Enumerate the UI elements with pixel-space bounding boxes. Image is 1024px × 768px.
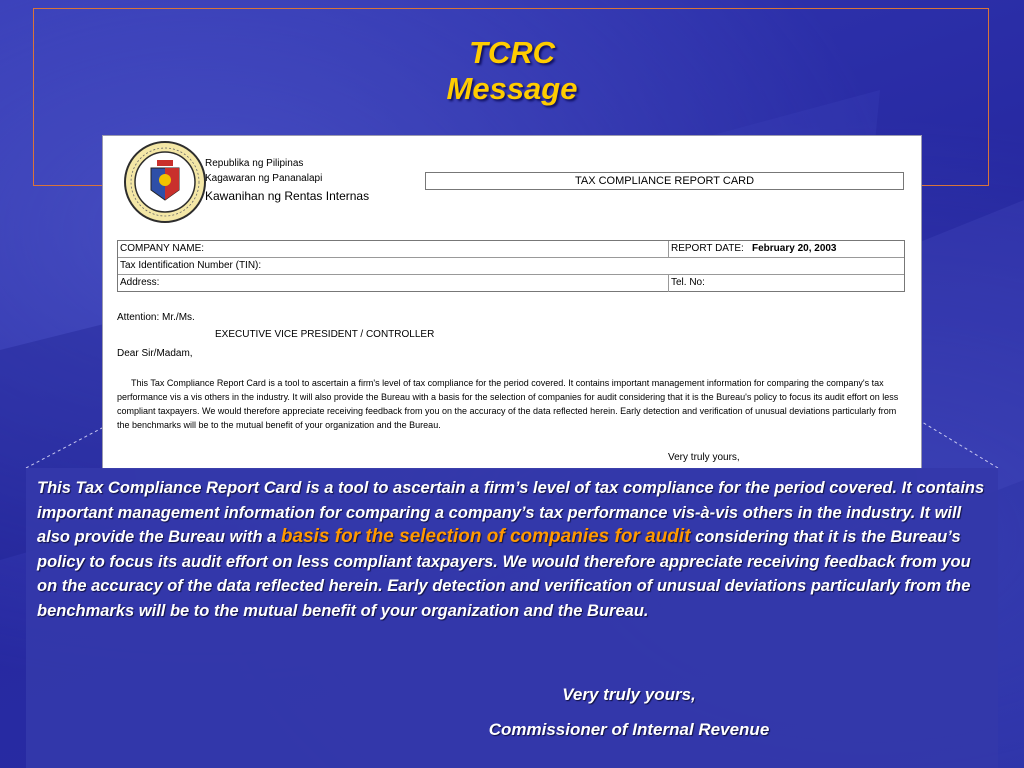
bir-seal-icon [121, 138, 209, 226]
attention-line: Attention: Mr./Ms. [117, 312, 195, 323]
tel-label: Tel. No: [671, 277, 705, 288]
table-row [118, 241, 904, 258]
document-body [117, 376, 905, 432]
salutation: Dear Sir/Madam, [117, 348, 193, 359]
document-body-text: This Tax Compliance Report Card is a tool to ascertain a firm's level of tax compliance for the period covered. It contains important management information for comparing the company's tax performance vis a vis others in the industry. It will also provide the Bureau with a basis for the selection of companies for audit considering that it is the Bureau's policy to focus its audit effort on less compliant taxpayers. We would therefore appreciate receiving feedback from you on the accuracy of the data reflected herein. Early detection and verification of unusual deviations particularly from the benchmarks will be to the mutual benefit of your organization and the Bureau. [117, 378, 899, 430]
company-info-table [117, 240, 905, 292]
slide-title-line-2: Message [446, 71, 578, 106]
table-row [118, 258, 904, 275]
message-text-part-2: considering that it is the Bureau’s policy to focus its audit effort on less compliant taxpayers. We would therefore appreciate receiving feedback from you on the accuracy of the data reflected herein. Early detection and verification of unusual deviations particularly from the benchmarks will be to the mutual benefit of your organization and the Bureau. [37, 528, 971, 620]
company-name-label: COMPANY NAME: [120, 243, 205, 254]
report-date-label: REPORT DATE: [671, 243, 744, 254]
document-closing: Very truly yours, [668, 452, 740, 463]
message-closing: Very truly yours, [562, 685, 696, 704]
table-divider [668, 275, 669, 292]
message-signatory: Commissioner of Internal Revenue [488, 720, 770, 739]
table-row [118, 275, 904, 292]
table-divider [668, 241, 669, 258]
message-text-part-1: This Tax Compliance Report Card is a tool to ascertain a firm’s level of tax compliance for the period covered. It contains important management information for comparing a company’s tax performance vis-à-vis others in the industry. It will also provide the Bureau with a [37, 479, 985, 546]
address-label: Address: [120, 277, 160, 288]
report-card-document [102, 135, 922, 469]
report-date-value: February 20, 2003 [752, 243, 837, 254]
report-card-title: TAX COMPLIANCE REPORT CARD [425, 172, 904, 190]
agency-department: Kagawaran ng Pananalapi [205, 173, 323, 184]
recipient-position: EXECUTIVE VICE PRESIDENT / CONTROLLER [215, 329, 435, 340]
tin-label: Tax Identification Number (TIN): [120, 260, 262, 271]
agency-bureau: Kawanihan ng Rentas Internas [205, 189, 370, 203]
slide-title-line-1: TCRC [468, 35, 556, 70]
message-highlight: basis for the selection of companies for audit [280, 526, 691, 547]
message-paragraph [37, 476, 992, 623]
agency-republic: Republika ng Pilipinas [205, 158, 304, 169]
